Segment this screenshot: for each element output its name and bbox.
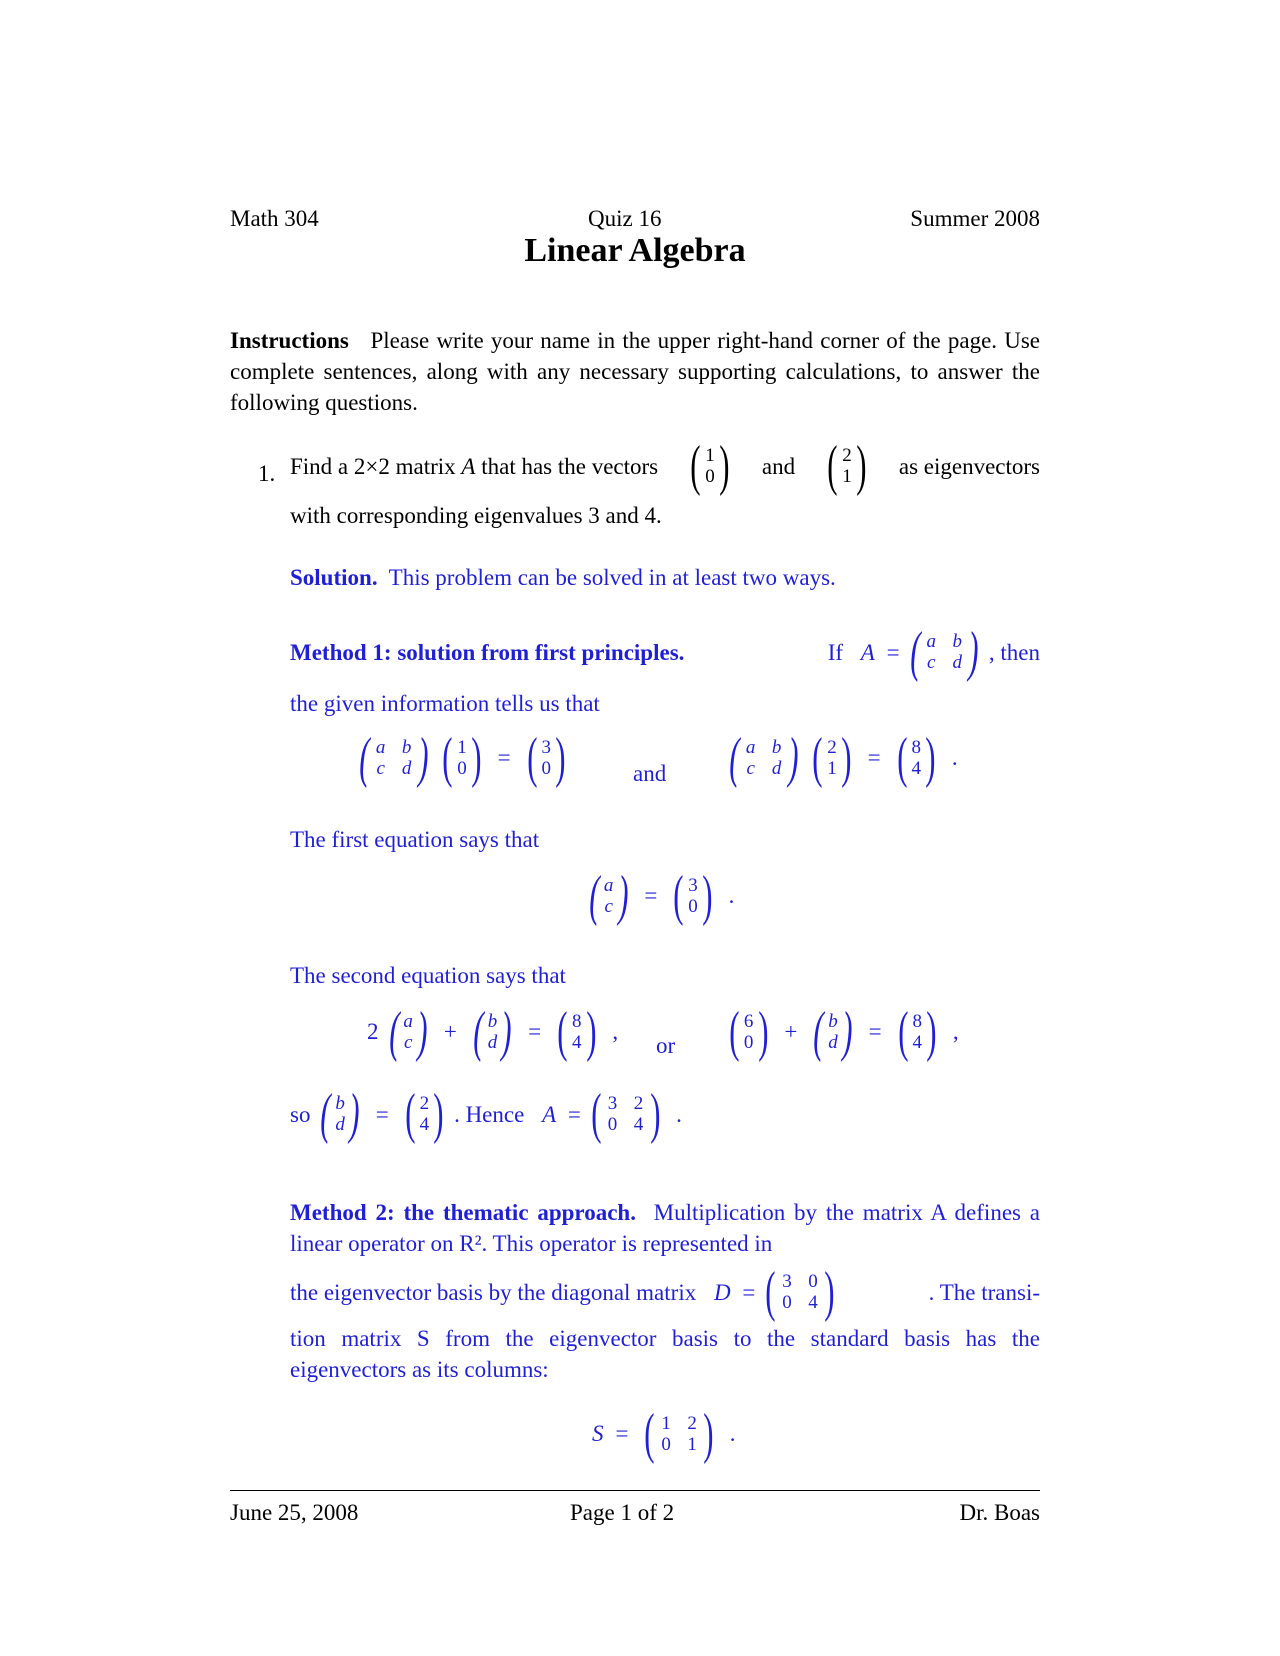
method2-label: Method 2: the thematic approach. <box>290 1200 636 1225</box>
problem-number: 1. <box>258 461 276 486</box>
equation-2: ( a b c d ) ( 2 1 ) = ( 8 4 ) . <box>729 727 958 789</box>
and-word: and <box>761 453 796 479</box>
quiz-label: Quiz 16 <box>588 206 662 231</box>
first-equation-text: The first equation says that <box>290 827 540 852</box>
instructions-label: Instructions <box>230 328 349 353</box>
problem-text-a: Find a 2×2 matrix <box>290 453 456 479</box>
term-label: Summer 2008 <box>910 206 1040 231</box>
problem-statement-line2: with corresponding eigenvalues 3 and 4. <box>290 503 662 528</box>
solution-text: This problem can be solved in at least two ways. <box>388 565 836 590</box>
footer-page: Page 1 of 2 <box>570 1500 675 1525</box>
method2-text1: Multiplication by the matrix A defines a linear operator on R². This operator is represented in <box>290 1200 1041 1256</box>
var-a: A <box>461 453 476 479</box>
equation-3: ( a c ) = ( 3 0 ) . <box>589 865 735 927</box>
vector-2: ( 2 1 ) <box>827 435 867 497</box>
problem-text-c: as eigenvectors <box>898 453 1040 479</box>
footer-author: Dr. Boas <box>959 1500 1040 1525</box>
problem-statement-line1 <box>290 435 1040 497</box>
matrix-abcd: ( a b c d ) <box>909 621 979 683</box>
problem-text-b: that has the vectors <box>481 453 659 479</box>
page-title: Linear Algebra <box>524 232 746 269</box>
method1-given: the given information tells us that <box>290 691 600 716</box>
equation-4: 2 ( a c ) + ( b d ) = ( 8 4 ) , <box>367 1001 619 1063</box>
equation-1: ( a b c d ) ( 1 0 ) = ( 3 0 ) <box>359 727 566 789</box>
method2-line3: the eigenvector basis by the diagonal matrix D = ( 3 0 0 4 ) . The transi- <box>290 1261 1040 1323</box>
method1-label: Method 1: solution from first principles. <box>290 639 685 665</box>
footer-date: June 25, 2008 <box>230 1500 359 1525</box>
method2-paragraph-1 <box>290 1197 1040 1259</box>
footer-rule <box>230 1490 1040 1491</box>
instructions-text: Please write your name in the upper right-hand corner of the page. Use complete sentences, along with any necessary supporting calculations, to answer the following questions. <box>230 328 1041 415</box>
matrix-d: ( 3 0 0 4 ) <box>765 1261 835 1323</box>
or-word: or <box>656 1033 676 1058</box>
course-label: Math 304 <box>230 206 319 231</box>
answer-matrix: ( 3 2 0 4 ) <box>591 1083 660 1145</box>
second-equation-text: The second equation says that <box>290 963 566 988</box>
method1-line1: Method 1: solution from first principles. If A = ( a b c d ) , then <box>290 621 1040 683</box>
instructions <box>230 325 1040 418</box>
method2-paragraph-2: tion matrix S from the eigenvector basis to the standard basis has the eigenvectors as its columns: <box>290 1326 1040 1382</box>
conclusion-line: so ( b d ) = ( 2 4 ) . Hence A = ( 3 2 0 4 ) . <box>290 1083 682 1145</box>
vector-1: ( 1 0 ) <box>690 435 730 497</box>
solution-intro <box>290 562 836 593</box>
equation-5: ( 6 0 ) + ( b d ) = ( 8 4 ) , <box>729 1001 959 1063</box>
matrix-s-equation: S = ( 1 2 0 1 ) . <box>592 1403 736 1465</box>
and-between-equations: and <box>633 761 667 786</box>
solution-label: Solution. <box>290 565 378 590</box>
